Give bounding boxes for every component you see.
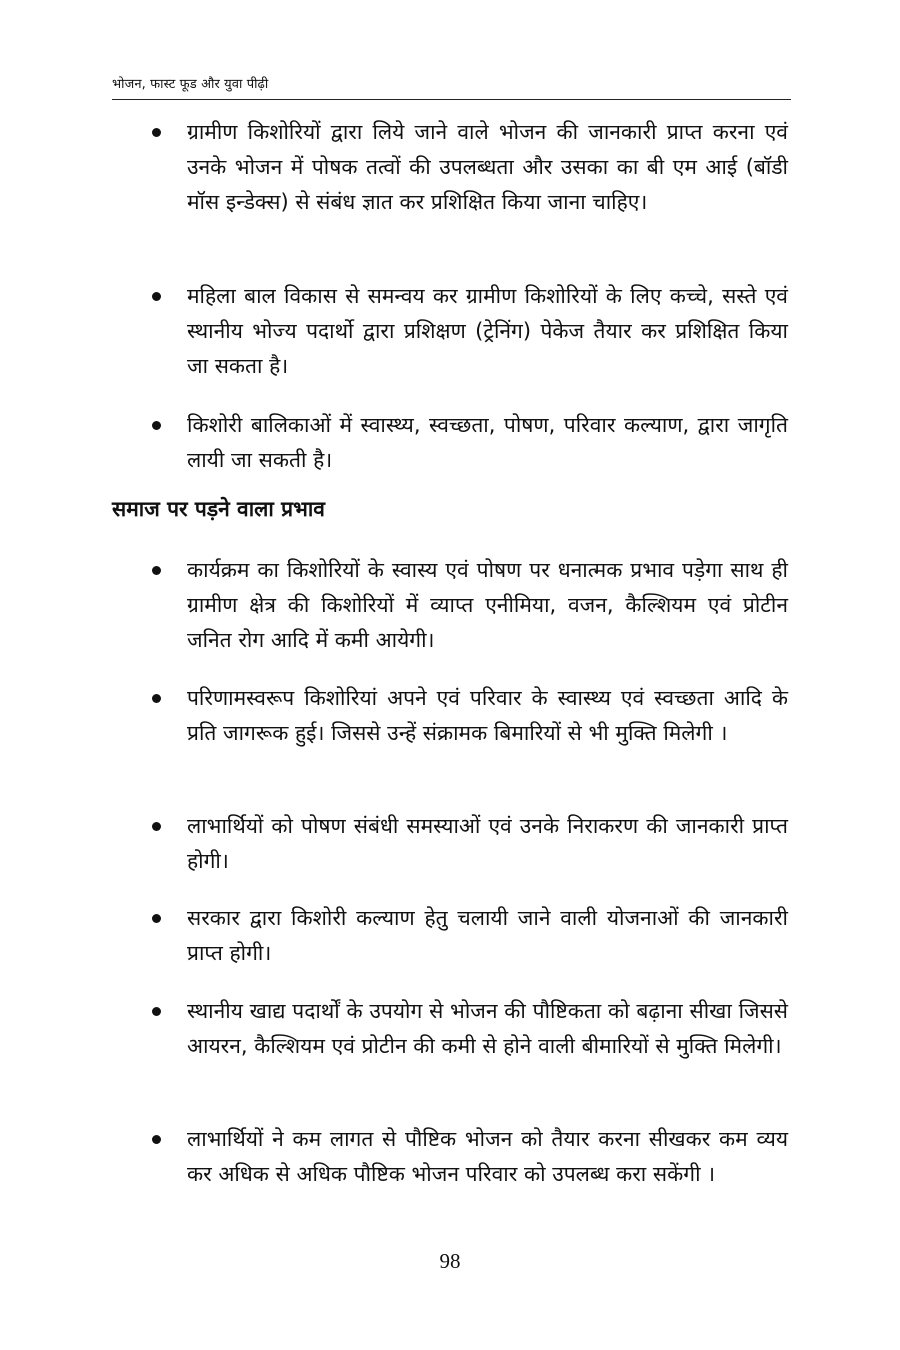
bullet-icon [152, 822, 161, 831]
bullet-icon [152, 128, 161, 137]
bullet-icon [152, 1135, 161, 1144]
list-item-text: स्थानीय खाद्य पदार्थों के उपयोग से भोजन की पौष्टिकता को बढ़ाना सीखा जिससे आयरन, कैल्शियम एवं प्रोटीन की कमी से होने वाली बीमारियों से मुक्ति मिलेगी। [187, 999, 788, 1058]
list-item-text: लाभार्थियों को पोषण संबंधी समस्याओं एवं उनके निराकरण की जानकारी प्राप्त होगी। [187, 814, 788, 873]
bullet-icon [152, 1007, 161, 1016]
bullet-icon [152, 914, 161, 923]
header-rule [112, 99, 791, 100]
bullet-icon [152, 292, 161, 301]
section-heading: समाज पर पड़ने वाला प्रभाव [112, 497, 325, 521]
bullet-icon [152, 421, 161, 430]
list-item-text: महिला बाल विकास से समन्वय कर ग्रामीण किशोरियों के लिए कच्चे, सस्ते एवं स्थानीय भोज्य पदार्थो द्वारा प्रशिक्षण (ट्रेनिंग) पेकेज तैयार कर प्रशिक्षित किया जा सकता है। [187, 284, 788, 378]
bullet-icon [152, 566, 161, 575]
bullet-icon [152, 694, 161, 703]
page-number: 98 [439, 1249, 461, 1273]
list-item-text: सरकार द्वारा किशोरी कल्याण हेतु चलायी जाने वाली योजनाओं की जानकारी प्राप्त होगी। [187, 906, 788, 965]
list-item-text: परिणामस्वरूप किशोरियां अपने एवं परिवार के स्वास्थ्य एवं स्वच्छता आदि के प्रति जागरूक हुई। जिससे उन्हें संक्रामक बिमारियों से भी मुक्ति मिलेगी । [187, 686, 788, 745]
running-title: भोजन, फास्ट फूड और युवा पीढ़ी [112, 77, 269, 92]
list-item-text: कार्यक्रम का किशोरियों के स्वास्य एवं पोषण पर धनात्मक प्रभाव पड़ेगा साथ ही ग्रामीण क्षेत्र की किशोरियों में व्याप्त एनीमिया, वजन, कैल्शियम एवं प्रोटीन जनित रोग आदि में कमी आयेगी। [187, 558, 788, 652]
list-item-text: ग्रामीण किशोरियों द्वारा लिये जाने वाले भोजन की जानकारी प्राप्त करना एवं उनके भोजन में पोषक तत्वों की उपलब्धता और उसका का बी एम आई (बॉडी मॉस इन्डेक्स) से संबंध ज्ञात कर प्रशिक्षित किया जाना चाहिए। [187, 120, 788, 214]
list-item-text: लाभार्थियों ने कम लागत से पौष्टिक भोजन को तैयार करना सीखकर कम व्यय कर अधिक से अधिक पौष्टिक भोजन परिवार को उपलब्ध करा सकेंगी । [187, 1127, 788, 1186]
list-item-text: किशोरी बालिकाओं में स्वास्थ्य, स्वच्छता, पोषण, परिवार कल्याण, द्वारा जागृति लायी जा सकती है। [187, 413, 788, 472]
